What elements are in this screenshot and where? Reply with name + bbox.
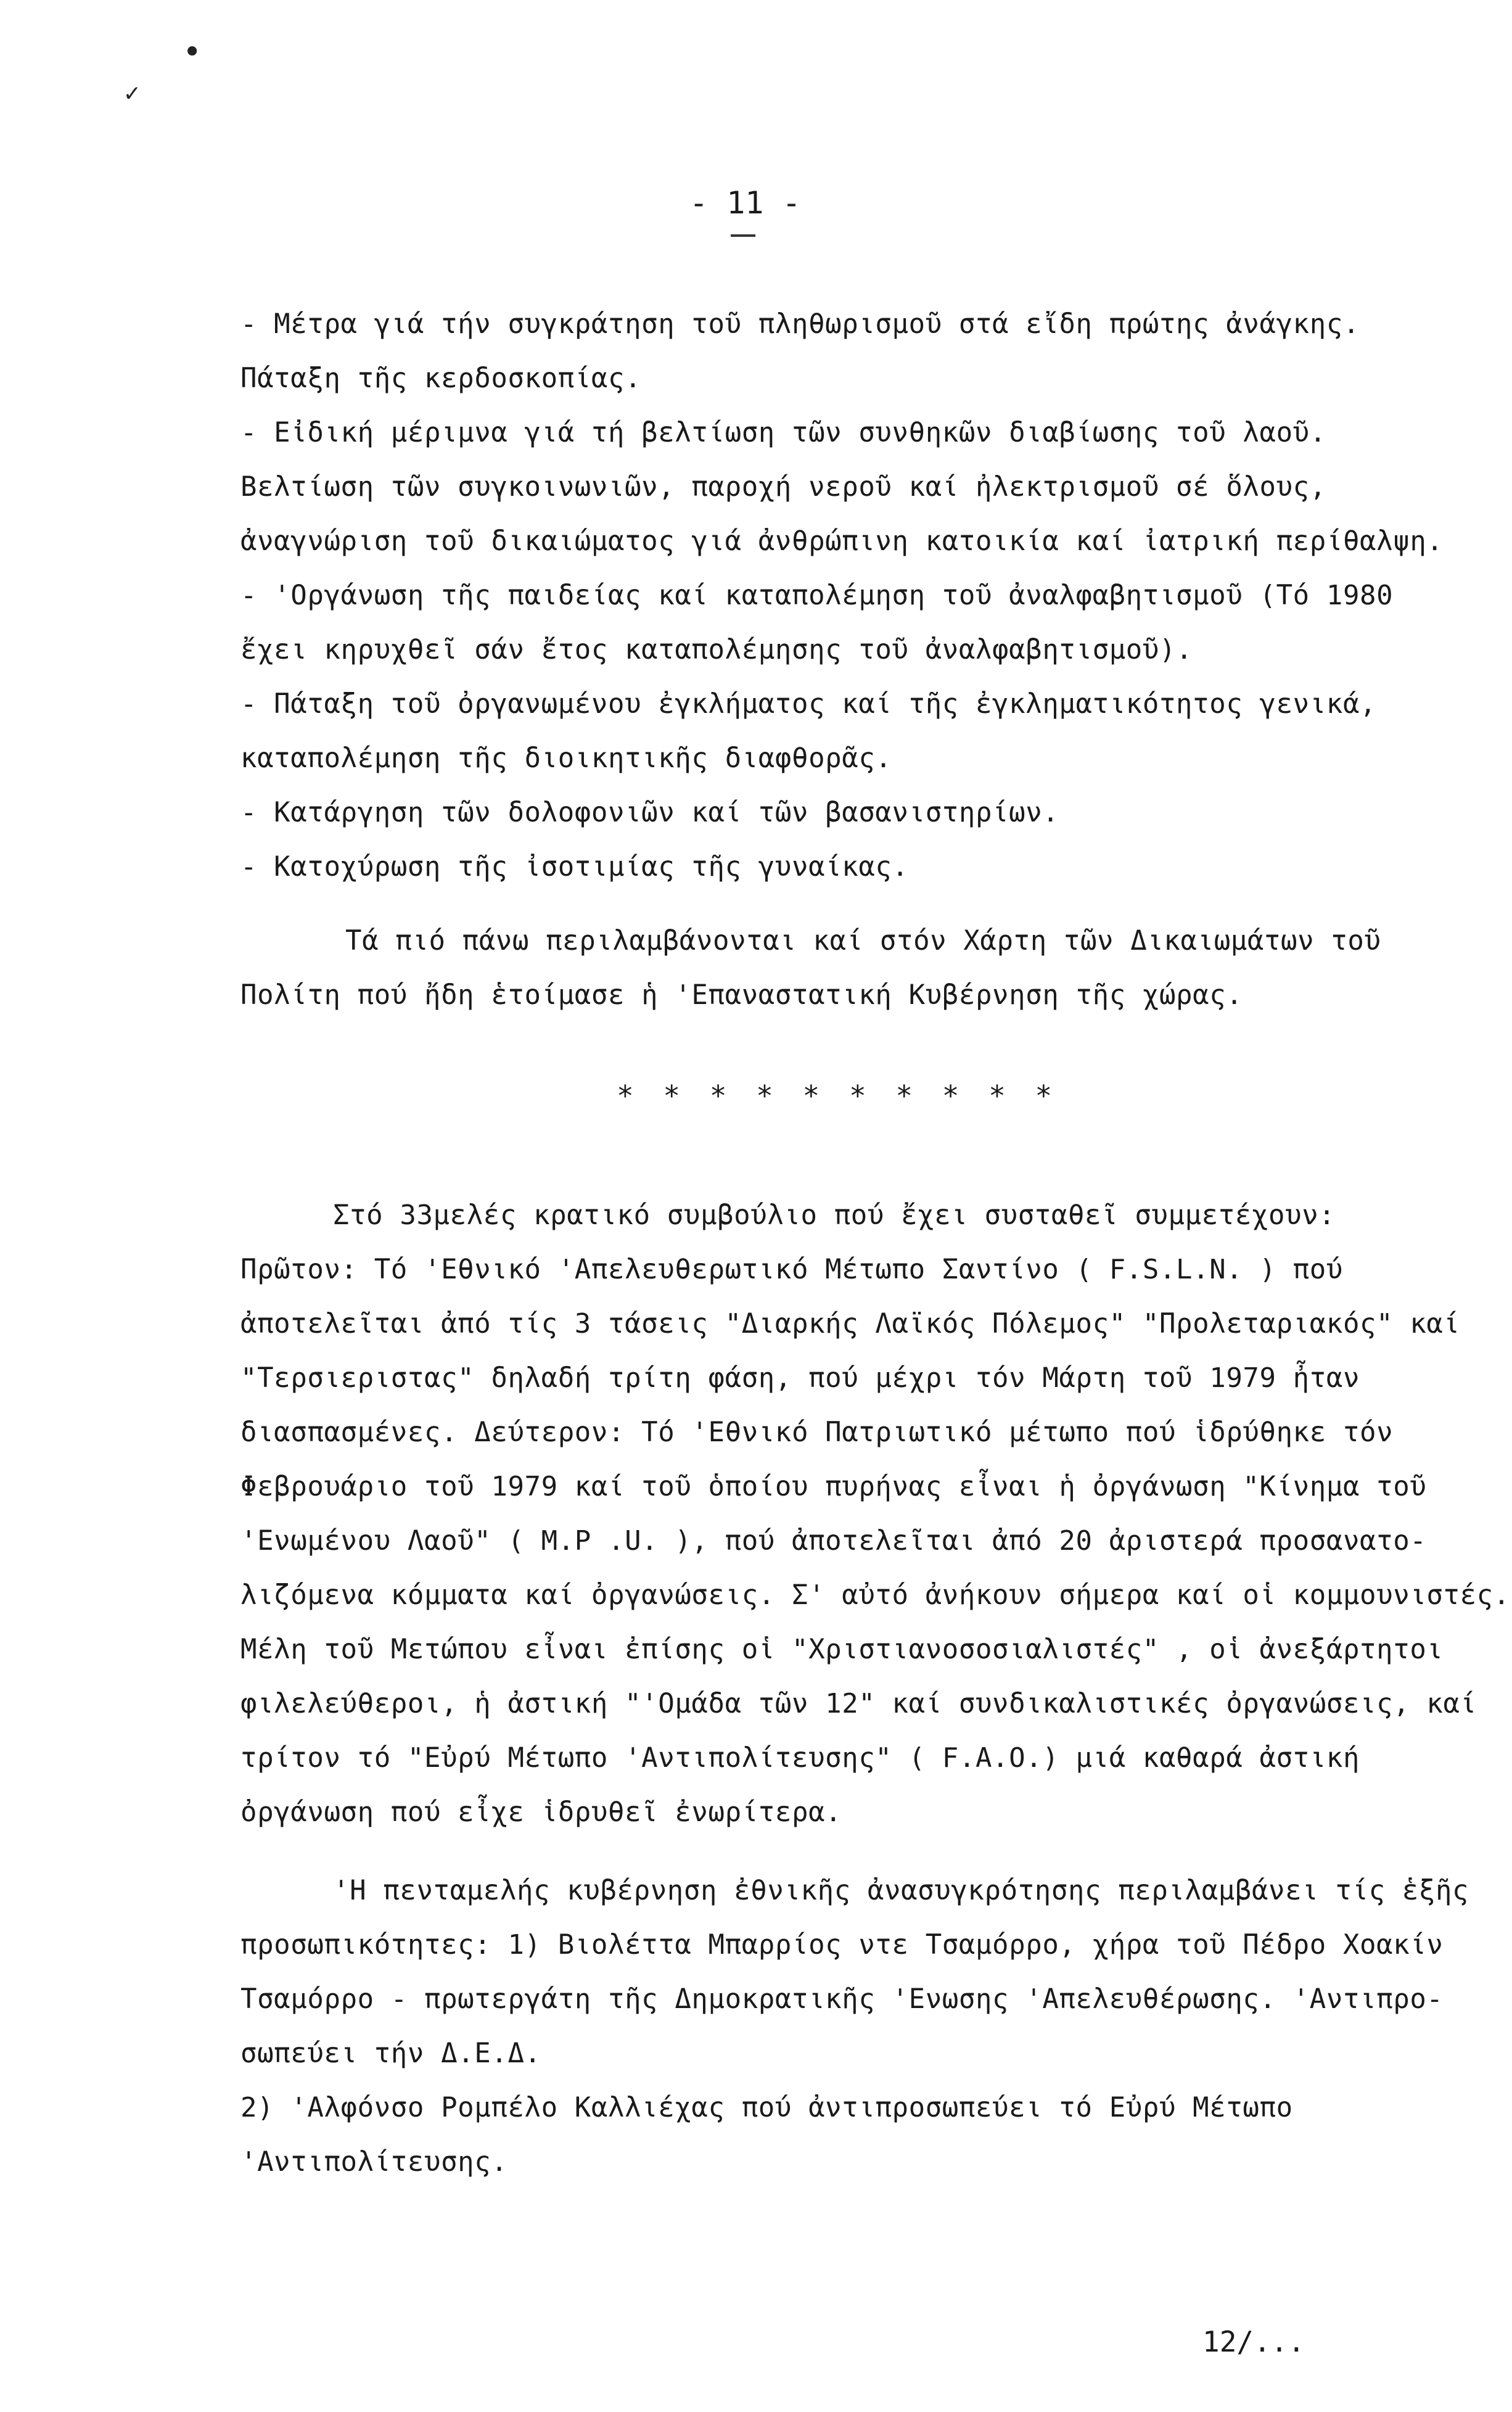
text-line: 'Ενωμένου Λαοῦ" ( M.P .U. ), πού ἀποτελεῖται ἀπό 20 ἀριστερά προσανατο- — [240, 1525, 1427, 1557]
text-line: Στό 33μελές κρατικό συμβούλιο πού ἔχει συσταθεῖ συμμετέχουν: — [333, 1200, 1336, 1231]
text-line: - Μέτρα γιά τήν συγκράτηση τοῦ πληθωρισμοῦ στά εἴδη πρώτης ἀνάγκης. — [240, 308, 1360, 340]
text-line: Φεβρουάριο τοῦ 1979 καί τοῦ ὁποίου πυρήνας εἶναι ἡ ὀργάνωση "Κίνημα τοῦ — [240, 1471, 1427, 1502]
text-line: - 'Οργάνωση τῆς παιδείας καί καταπολέμηση τοῦ ἀναλφαβητισμοῦ (Τό 1980 — [240, 580, 1394, 611]
page-number: - 11 - — [689, 185, 801, 221]
text-line: - Πάταξη τοῦ ὀργανωμένου ἐγκλήματος καί τῆς ἐγκληματικότητος γενικά, — [240, 688, 1377, 720]
text-line: διασπασμένες. Δεύτερον: Τό 'Εθνικό Πατριωτικό μέτωπο πού ἱδρύθηκε τόν — [240, 1417, 1394, 1448]
text-line: λιζόμενα κόμματα καί ὀργανώσεις. Σ' αὐτό ἀνήκουν σήμερα καί οἱ κομμουνιστές. — [240, 1579, 1510, 1611]
text-line: Πάταξη τῆς κερδοσκοπίας. — [240, 363, 642, 394]
text-line: Πρῶτον: Τό 'Εθνικό 'Απελευθερωτικό Μέτωπο Σαντίνο ( F.S.L.N. ) πού — [240, 1254, 1343, 1285]
text-line: 'Η πενταμελής κυβέρνηση ἐθνικῆς ἀνασυγκρότησης περιλαμβάνει τίς ἑξῆς — [333, 1875, 1469, 1906]
text-line: Τσαμόρρο - πρωτεργάτη τῆς Δημοκρατικῆς 'Ενωσης 'Απελευθέρωσης. 'Αντιπρο- — [240, 1983, 1444, 2015]
text-line: 'Αντιπολίτευσης. — [240, 2146, 508, 2178]
text-line: προσωπικότητες: 1) Βιολέττα Μπαρρίος ντε Τσαμόρρο, χήρα τοῦ Πέδρο Χοακίν — [240, 1929, 1444, 1961]
continuation-marker: 12/... — [1202, 2325, 1305, 2358]
text-line: ἔχει κηρυχθεῖ σάν ἔτος καταπολέμησης τοῦ ἀναλφαβητισμοῦ). — [240, 634, 1193, 665]
text-line: Τά πιό πάνω περιλαμβάνονται καί στόν Χάρτη τῶν Δικαιωμάτων τοῦ — [345, 925, 1381, 957]
text-line: σωπεύει τήν Δ.Ε.Δ. — [240, 2038, 541, 2069]
text-line: - Κατάργηση τῶν δολοφονιῶν καί τῶν βασανιστηρίων. — [240, 797, 1059, 828]
section-separator: * * * * * * * * * * — [617, 1079, 1059, 1113]
ink-mark: • — [183, 34, 202, 71]
text-line: Πολίτη πού ἤδη ἑτοίμασε ἡ 'Επαναστατική Κυβέρνηση τῆς χώρας. — [240, 979, 1243, 1011]
text-line: ἀποτελεῖται ἀπό τίς 3 τάσεις "Διαρκής Λαϊκός Πόλεμος" "Προλεταριακός" καί — [240, 1308, 1460, 1340]
text-line: καταπολέμηση τῆς διοικητικῆς διαφθορᾶς. — [240, 743, 892, 774]
text-line: φιλελεύθεροι, ἡ ἀστική "'Ομάδα τῶν 12" καί συνδικαλιστικές ὀργανώσεις, καί — [240, 1688, 1477, 1719]
text-line: 2) 'Αλφόνσο Ρομπέλο Καλλιέχας πού ἀντιπροσωπεύει τό Εὐρύ Μέτωπο — [240, 2092, 1293, 2123]
text-line: τρίτον τό "Εὐρύ Μέτωπο 'Αντιπολίτευσης" ( F.A.O.) μιά καθαρά ἀστική — [240, 1742, 1360, 1774]
text-line: - Κατοχύρωση τῆς ἰσοτιμίας τῆς γυναίκας. — [240, 851, 909, 883]
text-line: ἀναγνώριση τοῦ δικαιώματος γιά ἀνθρώπινη κατοικία καί ἰατρική περίθαλψη. — [240, 525, 1444, 557]
ink-mark: ✓ — [125, 79, 140, 107]
text-line: ὀργάνωση πού εἶχε ἱδρυθεῖ ἐνωρίτερα. — [240, 1797, 842, 1828]
text-line: - Εἰδική μέριμνα γιά τή βελτίωση τῶν συνθηκῶν διαβίωσης τοῦ λαοῦ. — [240, 417, 1326, 448]
text-line: Μέλη τοῦ Μετώπου εἶναι ἐπίσης οἱ "Χριστιανοσοσιαλιστές" , οἱ ἀνεξάρτητοι — [240, 1634, 1444, 1665]
divider — [731, 234, 755, 237]
text-line: "Τερσιεριστας" δηλαδή τρίτη φάση, πού μέχρι τόν Μάρτη τοῦ 1979 ἦταν — [240, 1362, 1360, 1394]
text-line: Βελτίωση τῶν συγκοινωνιῶν, παροχή νεροῦ καί ἠλεκτρισμοῦ σέ ὅλους, — [240, 471, 1326, 503]
